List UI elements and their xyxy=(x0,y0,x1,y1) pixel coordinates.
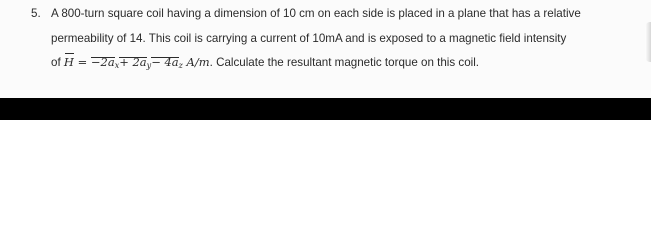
subscript-x: x xyxy=(114,61,120,70)
unit-vector-x-term: −2a xyxy=(90,55,115,69)
magnetic-field-equation xyxy=(64,55,210,69)
units: A/m xyxy=(182,55,210,69)
question-number: 5. xyxy=(31,7,41,20)
problem-line-3 xyxy=(51,55,479,70)
edge-artifact xyxy=(645,22,651,62)
subscript-y: y xyxy=(146,61,152,70)
subscript-z: z xyxy=(178,61,183,70)
problem-statement xyxy=(0,0,651,98)
problem-line-1 xyxy=(31,7,581,20)
black-band xyxy=(0,98,651,120)
unit-vector-z-term: − 4a xyxy=(151,55,179,69)
problem-line-3-suffix: . Calculate the resultant magnetic torque on this coil. xyxy=(209,56,480,69)
equals-sign: = xyxy=(73,55,91,69)
problem-line-2: permeability of 14. This coil is carrying a current of 10mA and is exposed to a magnetic field intensity xyxy=(51,32,567,45)
field-vector-symbol: H xyxy=(63,55,74,69)
problem-line-3-prefix: of xyxy=(51,56,64,69)
problem-line-1-text: A 800-turn square coil having a dimension of 10 cm on each side is placed in a plane that has a relative xyxy=(51,7,581,20)
unit-vector-y-term: + 2a xyxy=(119,55,147,69)
